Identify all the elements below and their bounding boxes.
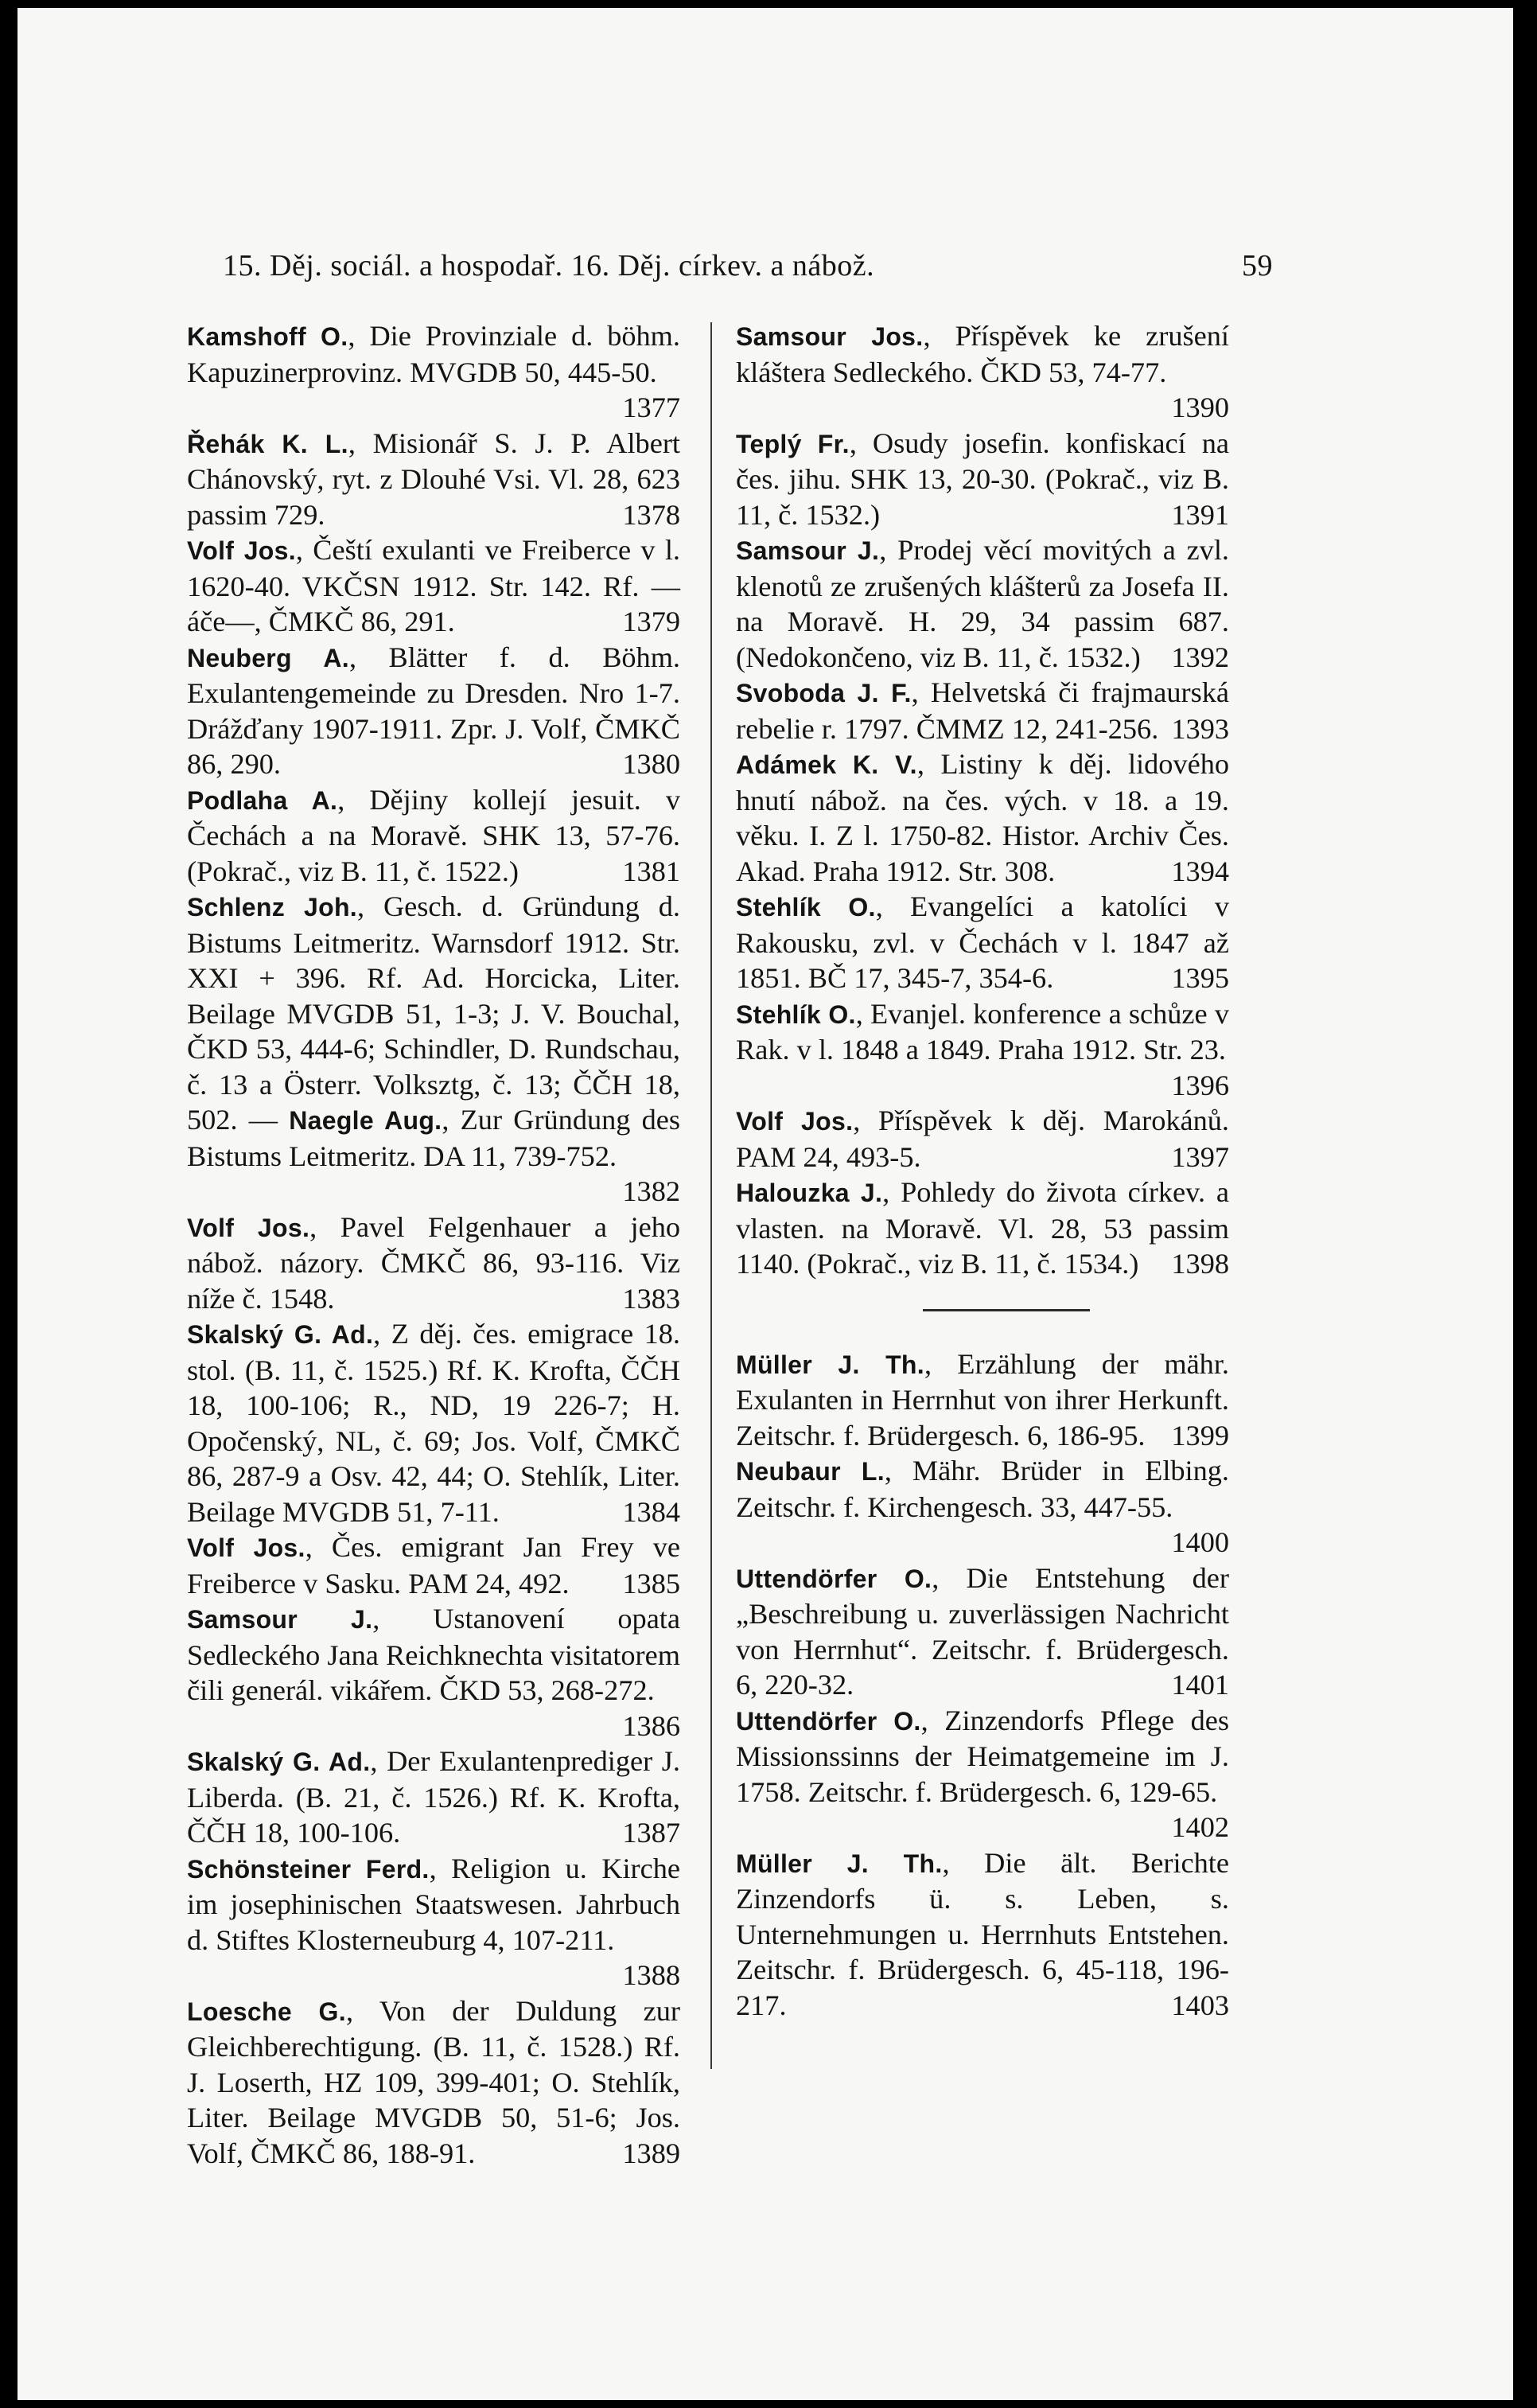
- bibliography-entry: [736, 1346, 1229, 1454]
- entry-text: , Ustanovení opata Sedleckého Jana Reichknechta visitatorem čili generál. vikářem. ČKD 53, 268-272.: [187, 1603, 680, 1706]
- entry-number: 1396: [1171, 1069, 1229, 1101]
- entry-number: 1386: [622, 1709, 680, 1742]
- entry-author: Schlenz Joh.: [187, 893, 357, 922]
- entry-author: Podlaha A.: [187, 785, 338, 815]
- entry-text: , Die Entstehung der „Beschreibung u. zuverlässigen Nachricht von Herrnhut“. Zeitschr. f. Brüdergesch. 6, 220-32.: [736, 1561, 1230, 1701]
- entry-author: Volf Jos.: [736, 1107, 854, 1136]
- entry-coauthor: Naegle Aug.: [289, 1106, 442, 1135]
- bibliography-entry: [736, 318, 1229, 426]
- entry-number: 1400: [1171, 1526, 1229, 1558]
- entry-author: Adámek K. V.: [736, 750, 917, 779]
- entry-text: , Pavel Felgenhauer a jeho nábož. názory. ČMKČ 86, 93-116. Viz níže č. 1548.: [187, 1210, 680, 1315]
- bibliography-entry: [736, 1845, 1229, 2024]
- entry-number: 1392: [1171, 641, 1229, 673]
- entry-author: Müller J. Th.: [736, 1350, 924, 1379]
- entry-number: 1399: [1171, 1419, 1229, 1451]
- entry-author: Müller J. Th.: [736, 1849, 943, 1878]
- entry-number: 1381: [622, 855, 680, 887]
- bibliography-entry: [736, 675, 1229, 746]
- entry-author: Samsour Jos.: [736, 322, 924, 351]
- bibliography-entry: [736, 1103, 1229, 1175]
- entry-number: 1387: [622, 1817, 680, 1849]
- left-column: [187, 318, 680, 2171]
- right-column: [736, 318, 1229, 2023]
- entry-number: 1389: [622, 2137, 680, 2169]
- entry-author: Samsour J.: [736, 536, 880, 565]
- entry-author: Neuberg A.: [187, 643, 349, 672]
- entry-number: 1402: [1171, 1811, 1229, 1843]
- entry-number: 1382: [622, 1175, 680, 1207]
- entry-number: 1377: [622, 392, 680, 423]
- bibliography-entry: [187, 1993, 680, 2172]
- entry-author: Skalský G. Ad.: [187, 1320, 374, 1349]
- entry-number: 1390: [1171, 392, 1229, 423]
- entry-text: , Čeští exulanti ve Freiberce v l. 1620-40. VKČSN 1912. Str. 142. Rf. —áče—, ČMKČ 86, 291.: [187, 534, 680, 637]
- entry-text: , Evangelíci a katolíci v Rakousku, zvl. v Čechách v l. 1847 až 1851. BČ 17, 345-7, 354-6.: [736, 890, 1230, 994]
- entry-text: , Evanjel. konference a schůze v Rak. v l. 1848 a 1849. Praha 1912. Str. 23.: [736, 997, 1229, 1066]
- entry-author: Uttendörfer O.: [736, 1564, 932, 1593]
- entry-author: Skalský G. Ad.: [187, 1748, 371, 1776]
- entry-text: , Mähr. Brüder in Elbing. Zeitschr. f. Kirchengesch. 33, 447-55.: [736, 1455, 1230, 1523]
- entry-author: Teplý Fr.: [736, 429, 850, 458]
- entry-author: Samsour J.: [187, 1605, 373, 1634]
- entry-number: 1383: [622, 1282, 680, 1315]
- bibliography-entry: [736, 426, 1229, 533]
- bibliography-entry: [187, 532, 680, 640]
- entry-text: , Die ält. Berichte Zinzendorfs ü. s. Leben, s. Unternehmungen u. Herrnhuts Entstehen. Zeitschr. f. Brüdergesch. 6, 45-118, 196-217.: [736, 1846, 1229, 2021]
- entry-text: , Misionář S. J. P. Albert Chánovský, ryt. z Dlouhé Vsi. Vl. 28, 623 passim 729.: [187, 427, 680, 531]
- bibliography-entry: [736, 889, 1229, 996]
- entry-author: Loesche G.: [187, 1997, 346, 2026]
- entry-author: Kamshoff O.: [187, 322, 348, 351]
- page-number: 59: [1242, 249, 1273, 282]
- entry-author: Halouzka J.: [736, 1179, 883, 1207]
- entry-author: Volf Jos.: [187, 1533, 305, 1562]
- entry-text: , Pohledy do života církev. a vlasten. na Moravě. Vl. 28, 53 passim 1140. (Pokrač., viz B. 11, č. 1534.): [736, 1176, 1229, 1280]
- entry-text: , Dějiny kollejí jesuit. v Čechách a na Moravě. SHK 13, 57-76. (Pokrač., viz B. 11, č. 1522.): [187, 783, 681, 887]
- entry-text: , Helvetská či frajmaurská rebelie r. 1797. ČMMZ 12, 241-256.: [736, 676, 1229, 745]
- entry-number: 1385: [622, 1567, 680, 1599]
- bibliography-entry: [187, 318, 680, 426]
- entry-text: , Gesch. d. Gründung d. Bistums Leitmeritz. Warnsdorf 1912. Str. XXI + 396. Rf. Ad. Horcicka, Liter. Beilage MVGDB 51, 1-3; J. V. Bouchal, ČKD 53, 444-6; Schindler, D. Rundschau, č. 13 a Österr. Volksztg, č. 13; ČČH 18, 502. —: [187, 890, 680, 1136]
- entry-text: , Zinzendorfs Pflege des Missionssinns der Heimatgemeine im J. 1758. Zeitschr. f. Brüdergesch. 6, 129-65.: [736, 1704, 1229, 1808]
- entry-text: , Blätter f. d. Böhm. Exulantengemeinde zu Dresden. Nro 1-7. Drážďany 1907-1911. Zpr. J. Volf, ČMKČ 86, 290.: [187, 641, 681, 780]
- entry-number: 1398: [1171, 1248, 1229, 1280]
- running-title: 15. Děj. sociál. a hospodař. 16. Děj. církev. a nábož.: [223, 249, 875, 282]
- bibliography-entry: [187, 1529, 680, 1601]
- entry-text: , Osudy josefin. konfiskací na čes. jihu. SHK 13, 20-30. (Pokrač., viz B. 11, č. 1532.): [736, 427, 1229, 531]
- bibliography-entry: [736, 532, 1229, 675]
- entry-text: , Příspěvek ke zrušení kláštera Sedleckého. ČKD 53, 74-77.: [736, 320, 1229, 388]
- entry-text: , Von der Duldung zur Gleichberechtigung. (B. 11, č. 1528.) Rf. J. Loserth, HZ 109, 399-401; O. Stehlík, Liter. Beilage MVGDB 50, 51-6; Jos. Volf, ČMKČ 86, 188-91.: [187, 1994, 681, 2169]
- entry-author: Schönsteiner Ferd.: [187, 1854, 430, 1884]
- bibliography-entry: [736, 746, 1229, 889]
- entry-number: 1378: [622, 498, 680, 531]
- entry-author: Neubaur L.: [736, 1457, 885, 1486]
- bibliography-entry: [187, 1744, 680, 1851]
- entry-text: , Listiny k děj. lidového hnutí nábož. na čes. vých. v 18. a 19. věku. I. Z l. 1750-82. Histor. Archiv Čes. Akad. Praha 1912. Str. 308.: [736, 748, 1229, 887]
- bibliography-entry: [736, 1175, 1229, 1282]
- bibliography-entry: [736, 996, 1229, 1104]
- entry-text: , Příspěvek k děj. Marokánů. PAM 24, 493-5.: [736, 1105, 1229, 1173]
- entry-text: , Der Exulantenprediger J. Liberda. (B. 21, č. 1526.) Rf. K. Krofta, ČČH 18, 100-106.: [187, 1745, 680, 1849]
- entry-number: 1380: [622, 748, 680, 780]
- entry-text: , Prodej věcí movitých a zvl. klenotů ze zrušených klášterů za Josefa II. na Moravě. H. 29, 34 passim 687. (Nedokončeno, viz B. 11, č. 1532.): [736, 534, 1229, 673]
- entry-number: 1388: [622, 1959, 680, 1991]
- entry-number: 1397: [1171, 1140, 1229, 1173]
- entry-author: Stehlík O.: [736, 999, 856, 1029]
- entry-text: , Z děj. čes. emigrace 18. stol. (B. 11, č. 1525.) Rf. K. Krofta, ČČH 18, 100-106; R., ND, 19 226-7; H. Opočenský, NL, č. 69; Jos. Volf, ČMKČ 86, 287-9 a Osv. 42, 44; O. Stehlík, Liter. Beilage MVGDB 51, 7-11.: [187, 1318, 680, 1528]
- entry-text: , Religion u. Kirche im josephinischen Staatswesen. Jahrbuch d. Stiftes Klosterneuburg 4, 107-211.: [187, 1852, 680, 1956]
- entry-author: Stehlík O.: [736, 893, 876, 922]
- entry-number: 1395: [1171, 962, 1229, 994]
- entry-number: 1401: [1171, 1669, 1229, 1701]
- entry-number: 1391: [1171, 498, 1229, 531]
- section-separator: [923, 1309, 1090, 1311]
- entry-author: Volf Jos.: [187, 536, 296, 565]
- entry-number: 1393: [1171, 712, 1229, 745]
- bibliography-entry: [187, 426, 680, 533]
- entry-number: 1384: [622, 1495, 680, 1528]
- entry-author: Volf Jos.: [187, 1213, 310, 1242]
- entry-text-continued: , Zur Gründung des Bistums Leitmeritz. DA 11, 739-752.: [187, 1104, 681, 1172]
- bibliography-entry: [736, 1703, 1229, 1845]
- entry-author: Svoboda J. F.: [736, 679, 912, 707]
- entry-text: , Čes. emigrant Jan Frey ve Freiberce v Sasku. PAM 24, 492.: [187, 1531, 680, 1599]
- entry-number: 1394: [1171, 855, 1229, 887]
- entry-text: , Erzählung der mähr. Exulanten in Herrnhut von ihrer Herkunft. Zeitschr. f. Brüdergesch. 6, 186-95.: [736, 1347, 1229, 1451]
- entry-text: , Die Provinziale d. böhm. Kapuzinerprovinz. MVGDB 50, 445-50.: [187, 320, 680, 388]
- entry-author: Řehák K. L.: [187, 429, 348, 458]
- bibliography-entry: [736, 1453, 1229, 1561]
- bibliography-entry: [187, 1210, 680, 1317]
- bibliography-entry: [187, 1316, 680, 1529]
- bibliography-entry: [736, 1561, 1229, 1703]
- bibliography-entry: [187, 640, 680, 782]
- bibliography-entry: [187, 1601, 680, 1744]
- bibliography-entry: [187, 1851, 680, 1993]
- bibliography-entry: [187, 889, 680, 1210]
- column-divider: [710, 322, 712, 2069]
- entry-author: Uttendörfer O.: [736, 1706, 921, 1736]
- entry-number: 1403: [1171, 1989, 1229, 2021]
- entry-number: 1379: [622, 606, 680, 637]
- bibliography-entry: [187, 782, 680, 890]
